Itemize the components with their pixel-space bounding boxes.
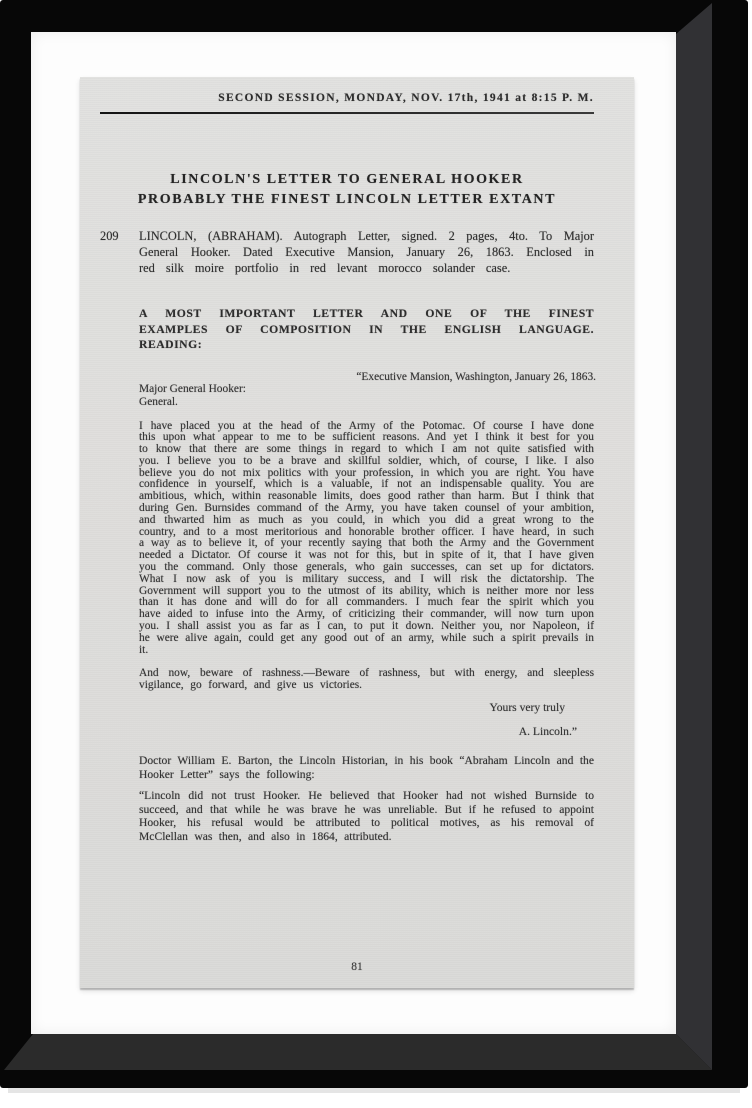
title-line-1: LINCOLN'S LETTER TO GENERAL HOOKER <box>170 172 524 187</box>
letter-greeting: General. <box>139 395 178 408</box>
lot-description: LINCOLN, (ABRAHAM). Autograph Letter, signed. 2 pages, 4to. To Major General Hooker. Dated Executive Mansion, January 26, 1863. Enclosed in red silk moire portfolio in red levant morocco solander case. <box>139 229 594 275</box>
frame-bevel-bottom <box>4 1034 712 1070</box>
letter-transcript <box>139 371 594 739</box>
importance-note: A MOST IMPORTANT LETTER AND ONE OF THE FINEST EXAMPLES OF COMPOSITION IN THE ENGLISH LANGUAGE. READING: <box>139 307 594 351</box>
page-number: 81 <box>351 961 363 973</box>
lot-entry <box>100 228 594 276</box>
letter-closing: Yours very truly <box>489 701 565 715</box>
lot-number: 209 <box>100 229 119 243</box>
document-page <box>80 77 634 988</box>
letter-signature: A. Lincoln.” <box>518 725 577 739</box>
letter-salutation: Major General Hooker: <box>139 382 246 395</box>
title-line-2: PROBABLY THE FINEST LINCOLN LETTER EXTANT <box>137 191 557 207</box>
frame-bevel-right <box>676 3 712 1070</box>
historian-note: Doctor William E. Barton, the Lincoln Historian, in his book “Abraham Lincoln and the Hooker Letter” says the following: <box>139 754 594 781</box>
letter-body-paragraph-2: And now, beware of rashness.—Beware of rashness, but with energy, and sleepless vigilance, go forward, and give us victories. <box>139 667 594 692</box>
header-rule <box>100 112 594 114</box>
historian-quote: “Lincoln did not trust Hooker. He believed that Hooker had not wished Burnside to succeed, and that while he was brave he was unreliable. But if he refused to appoint Hooker, his refusal would be attributed to political motives, as his removal of McClellan was then, and also in 1864, attributed. <box>139 789 594 843</box>
session-header: SECOND SESSION, MONDAY, NOV. 17th, 1941 at 8:15 P. M. <box>218 92 594 104</box>
frame-shadow <box>8 1088 740 1093</box>
document-title <box>100 170 594 209</box>
letter-body-paragraph-1: I have placed you at the head of the Army of the Potomac. Of course I have done this upon what appear to me to be sufficient reasons. And yet I think it best for you to know that there are some things in regard to which I am not quite satisfied with you. I believe you to be a brave and skillful soldier, which, of course, I like. I also believe you do not mix politics with your profession, in which you are right. You have confidence in yourself, which is a valuable, if not an indispensable quality. You are ambitious, which, within reasonable limits, does good rather than harm. But I think that during Gen. Burnsides command of the Army, you have taken counsel of your ambition, and thwarted him as much as you could, in which you did a great wrong to the country, and to a most meritorious and honorable brother officer. I have heard, in such a way as to believe it, of your recently saying that both the Army and the Government needed a Dictator. Of course it was not for this, but in spite of it, that I have given you the command. Only those generals, who gain successes, can set up for dictators. What I now ask of you is military success, and I will risk the dictatorship. The Government will support you to the utmost of its ability, which is neither more nor less than it has done and will do for all commanders. I much fear the spirit which you have aided to infuse into the Army, of criticizing their commander, will now turn upon you. I shall assist you as far as I can, to put it down. Neither you, nor Napoleon, if he were alive again, could get any good out of an army, while such a spirit prevails in it. <box>139 419 594 656</box>
page-content <box>100 77 594 844</box>
letter-dateline: “Executive Mansion, Washington, January 26, 1863. <box>356 370 596 383</box>
